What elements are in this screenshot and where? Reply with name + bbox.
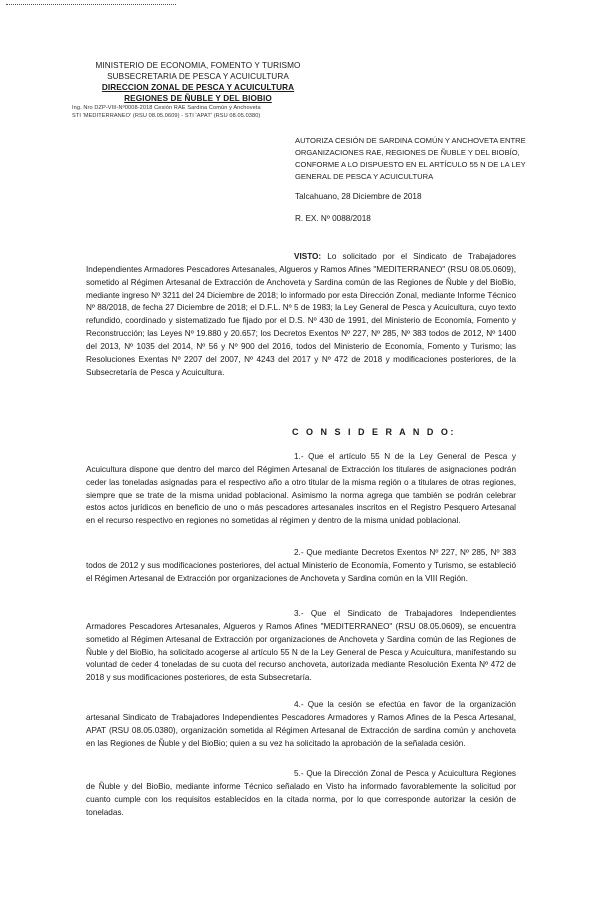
considerando-item <box>86 608 516 685</box>
considerando-item <box>86 699 516 750</box>
visto-text: Lo solicitado por el Sindicato de Trabajadores Independientes Armadores Pescadores Artesanales, Algueros y Ramos Afines "MEDITERRANEO" (RSU 08.05.0609), sometido al Régimen Artesanal de Extracción de Anchoveta y Sardina común de las Regiones de Ñuble y del BioBio, mediante ingreso Nº 3211 del 24 Diciembre de 2018; lo informado por esta Dirección Zonal, mediante Informe Técnico Nº 88/2018, de fecha 27 Diciembre de 2018; el D.F.L. Nº 5 de 1983; la Ley General de Pesca y Acuicultura, cuyo texto refundido, coordinado y sistematizado fue fijado por el D.S. Nº 430 de 1991, del Ministerio de Economía, Fomento y Reconstrucción; las Leyes Nº 19.880 y 20.657; los Decretos Exentos Nº 227, Nº 285, Nº 383 todos de 2012, Nº 1400 del 2013, Nº 1035 del 2014, Nº 56 y Nº 900 del 2016, todos del Ministerio de Economía, Fomento y Turismo; las Resoluciones Exentas Nº 2207 del 2007, Nº 4243 del 2017 y Nº 472 de 2018 y modificaciones posteriores, de la Subsecretaría de Pesca y Acuicultura. <box>86 252 516 377</box>
considerando-item <box>86 768 516 819</box>
subsecretariat-line: SUBSECRETARIA DE PESCA Y ACUICULTURA <box>107 72 289 81</box>
ministry-line: MINISTERIO DE ECONOMIA, FOMENTO Y TURISMO <box>95 61 301 70</box>
considerando-item <box>86 547 516 586</box>
considerando-item-text: 4.- Que la cesión se efectúa en favor de la organización artesanal Sindicato de Trabajadores Independientes Pescadores Armadores y Ramos Afines de la Pesca Artesanal, APAT (RSU 08.05.0380), organización sometida al Régimen Artesanal de Extracción de sardina común y anchoveta en las Regiones de Ñuble y del BioBio; quien a su vez ha solicitado la aprobación de la señalada cesión. <box>86 700 516 748</box>
resolution-number: R. EX. Nº 0088/2018 <box>295 214 371 223</box>
considerando-heading: C O N S I D E R A N D O: <box>292 427 456 437</box>
reference-line-2: STI 'MEDITERRANEO' (RSU 08.05.0609) - STI 'APAT' (RSU 08.05.0380) <box>72 113 261 119</box>
considerando-item-text: 1.- Que el artículo 55 N de la Ley General de Pesca y Acuicultura dispone que dentro del marco del Régimen Artesanal de Extracción los titulares de asignaciones podrán ceder las toneladas asignadas para el respectivo año a otro titular de la misma región o a titulares de otras regiones, siempre que se trate de la misma unidad poblacional. Asimismo la norma agrega que también se podrán celebrar estos actos jurídicos en beneficio de uno o más pescadores artesanales inscritos en el Registro Pesquero Artesanal en el recurso respectivo en regiones no sometidas al régimen y dentro de la misma unidad poblacional. <box>86 452 516 526</box>
letterhead <box>72 60 308 120</box>
scan-corner-marks <box>6 4 176 9</box>
reference-line-1: Ing. Nro DZP-VIII-Nº0008-2018 Cesión RAE Sardina Común y Anchoveta <box>72 105 261 111</box>
considerando-item-text: 5.- Que la Dirección Zonal de Pesca y Acuicultura Regiones de Ñuble y del BioBio, mediante informe Técnico señalado en Visto ha informado favorablemente la solicitud por cuanto cumple con los requisitos establecidos en la citada norma, por lo que corresponde autorizar la cesión de toneladas. <box>86 769 516 817</box>
place-and-date: Talcahuano, 28 Diciembre de 2018 <box>295 192 422 201</box>
regions-line: REGIONES DE ÑUBLE Y DEL BIOBIO <box>124 94 272 103</box>
visto-section <box>86 251 516 379</box>
considerando-item <box>86 451 516 528</box>
considerando-item-text: 2.- Que mediante Decretos Exentos Nº 227, Nº 285, Nº 383 todos de 2012 y sus modificaciones posteriores, del actual Ministerio de Economía, Fomento y Turismo, se estableció el Régimen Artesanal de Extracción por organizaciones de Anchoveta y Sardina común en la VIII Región. <box>86 548 516 583</box>
zonal-direction-line: DIRECCION ZONAL DE PESCA Y ACUICULTURA <box>101 83 295 92</box>
considerando-item-text: 3.- Que el Sindicato de Trabajadores Independientes Armadores Pescadores Artesanales, Algueros y Ramos Afines "MEDITERRANEO" (RSU 08.05.0609), se encuentra sometido al Régimen Artesanal de Extracción por organizaciones de Anchoveta y Sardina común de las Regiones de Ñuble y del BioBio, ha solicitado acogerse al artículo 55 N de la Ley General de Pesca y Acuicultura, manifestando su voluntad de ceder 4 toneladas de su cuota del recurso anchoveta, autorizada mediante Resolución Exenta Nº 472 de 2018 y sus modificaciones posteriores, de esta Subsecretaría. <box>86 609 516 683</box>
visto-label: VISTO: <box>294 252 322 261</box>
resolution-subject: AUTORIZA CESIÓN DE SARDINA COMÚN Y ANCHOVETA ENTRE ORGANIZACIONES RAE, REGIONES DE ÑUBLE Y DEL BIOBÍO, CONFORME A LO DISPUESTO EN EL ARTÍCULO 55 N DE LA LEY GENERAL DE PESCA Y ACUICULTURA <box>295 136 526 181</box>
